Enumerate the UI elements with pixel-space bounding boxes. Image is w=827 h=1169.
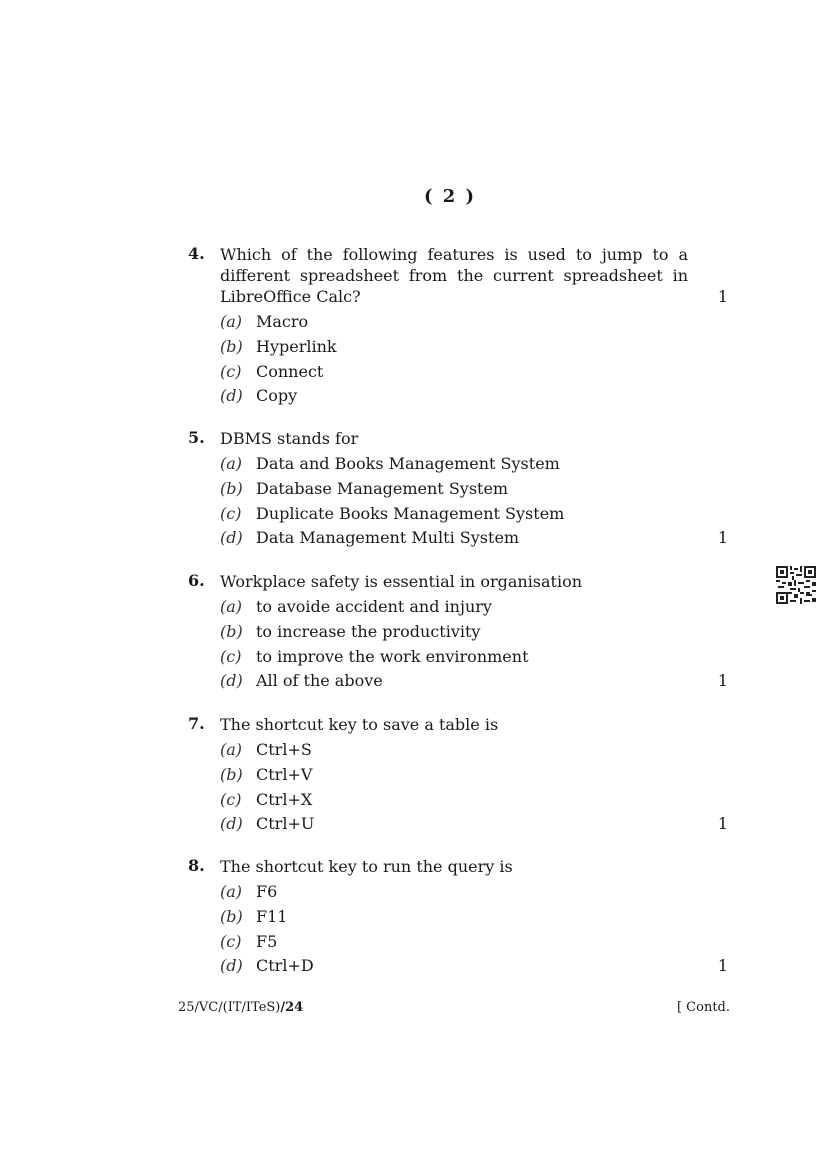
option-text: Hyperlink	[256, 336, 337, 356]
question-number: 5.	[188, 428, 205, 447]
option-text: Data Management Multi System	[256, 528, 520, 548]
option-label: (a)	[220, 740, 243, 759]
option-b	[188, 905, 728, 930]
contd-label: [ Contd.	[676, 1000, 730, 1015]
question-6	[188, 571, 728, 694]
option-label: (b)	[220, 764, 243, 784]
paper-code-prefix: 25/VC/(IT/ITeS)	[178, 1000, 281, 1015]
option-text: F5	[256, 931, 278, 951]
question-text-line: Which of the following features is used to jump to a	[220, 245, 688, 264]
option-text: to avoide accident and injury	[256, 597, 492, 616]
option-label: (b)	[220, 906, 243, 926]
option-label: (d)	[220, 528, 243, 548]
option-text: F6	[256, 882, 278, 901]
option-d	[188, 669, 728, 694]
option-label: (a)	[220, 597, 243, 616]
paper-code	[178, 1000, 303, 1015]
option-text: Ctrl+U	[256, 814, 315, 834]
page-number: ( 2 )	[423, 186, 477, 207]
option-d	[188, 526, 728, 551]
question-text-line: LibreOffice Calc?	[220, 287, 361, 306]
option-text: Ctrl+D	[256, 956, 314, 976]
option-label: (a)	[220, 312, 243, 331]
option-label: (b)	[220, 478, 243, 498]
option-text: All of the above	[256, 671, 383, 691]
option-label: (c)	[220, 646, 242, 666]
marks: 1	[717, 956, 728, 976]
question-7	[188, 714, 728, 837]
option-d	[188, 812, 728, 837]
option-c	[188, 930, 728, 955]
option-c	[188, 645, 728, 670]
option-text: Macro	[256, 312, 309, 331]
option-b	[188, 335, 728, 360]
option-a	[188, 310, 728, 335]
option-label: (d)	[220, 671, 243, 691]
option-b	[188, 477, 728, 502]
question-text: Workplace safety is essential in organisation	[220, 572, 583, 591]
option-label: (d)	[220, 956, 243, 976]
option-text: Data and Books Management System	[256, 454, 560, 473]
marks: 1	[717, 671, 728, 691]
option-label: (c)	[220, 503, 242, 523]
option-text: to increase the productivity	[256, 621, 481, 641]
option-label: (d)	[220, 814, 243, 834]
option-a	[188, 452, 728, 477]
question-5	[188, 428, 728, 551]
option-label: (b)	[220, 336, 243, 356]
option-a	[188, 595, 728, 620]
option-text: Database Management System	[256, 478, 509, 498]
question-text: The shortcut key to run the query is	[220, 857, 513, 876]
option-text: Connect	[256, 361, 324, 381]
option-b	[188, 763, 728, 788]
marks: 1	[717, 287, 728, 306]
option-text: Ctrl+S	[256, 740, 312, 759]
question-number: 7.	[188, 714, 205, 733]
question-text: DBMS stands for	[220, 429, 359, 448]
option-c	[188, 788, 728, 813]
option-a	[188, 880, 728, 905]
question-text-line: different spreadsheet from the current spreadsheet in	[220, 266, 688, 285]
option-a	[188, 738, 728, 763]
paper-code-suffix: /24	[280, 1000, 304, 1015]
qr-code-icon	[776, 566, 816, 604]
question-number: 8.	[188, 856, 205, 875]
option-b	[188, 620, 728, 645]
option-text: to improve the work environment	[256, 646, 529, 666]
option-label: (c)	[220, 789, 242, 809]
option-label: (b)	[220, 621, 243, 641]
marks: 1	[717, 528, 728, 548]
option-label: (a)	[220, 454, 243, 473]
question-8	[188, 856, 728, 979]
option-text: Duplicate Books Management System	[256, 503, 565, 523]
question-number: 6.	[188, 571, 205, 590]
option-text: Copy	[256, 386, 298, 406]
option-label: (c)	[220, 931, 242, 951]
option-d	[188, 384, 728, 409]
option-text: Ctrl+X	[256, 789, 313, 809]
option-text: F11	[256, 906, 288, 926]
option-label: (a)	[220, 882, 243, 901]
option-c	[188, 502, 728, 527]
question-number: 4.	[188, 244, 205, 263]
question-4	[188, 244, 728, 409]
marks: 1	[717, 814, 728, 834]
option-text: Ctrl+V	[256, 764, 313, 784]
option-d	[188, 954, 728, 979]
option-c	[188, 360, 728, 385]
option-label: (d)	[220, 386, 243, 406]
question-text: The shortcut key to save a table is	[220, 715, 499, 734]
option-label: (c)	[220, 361, 242, 381]
